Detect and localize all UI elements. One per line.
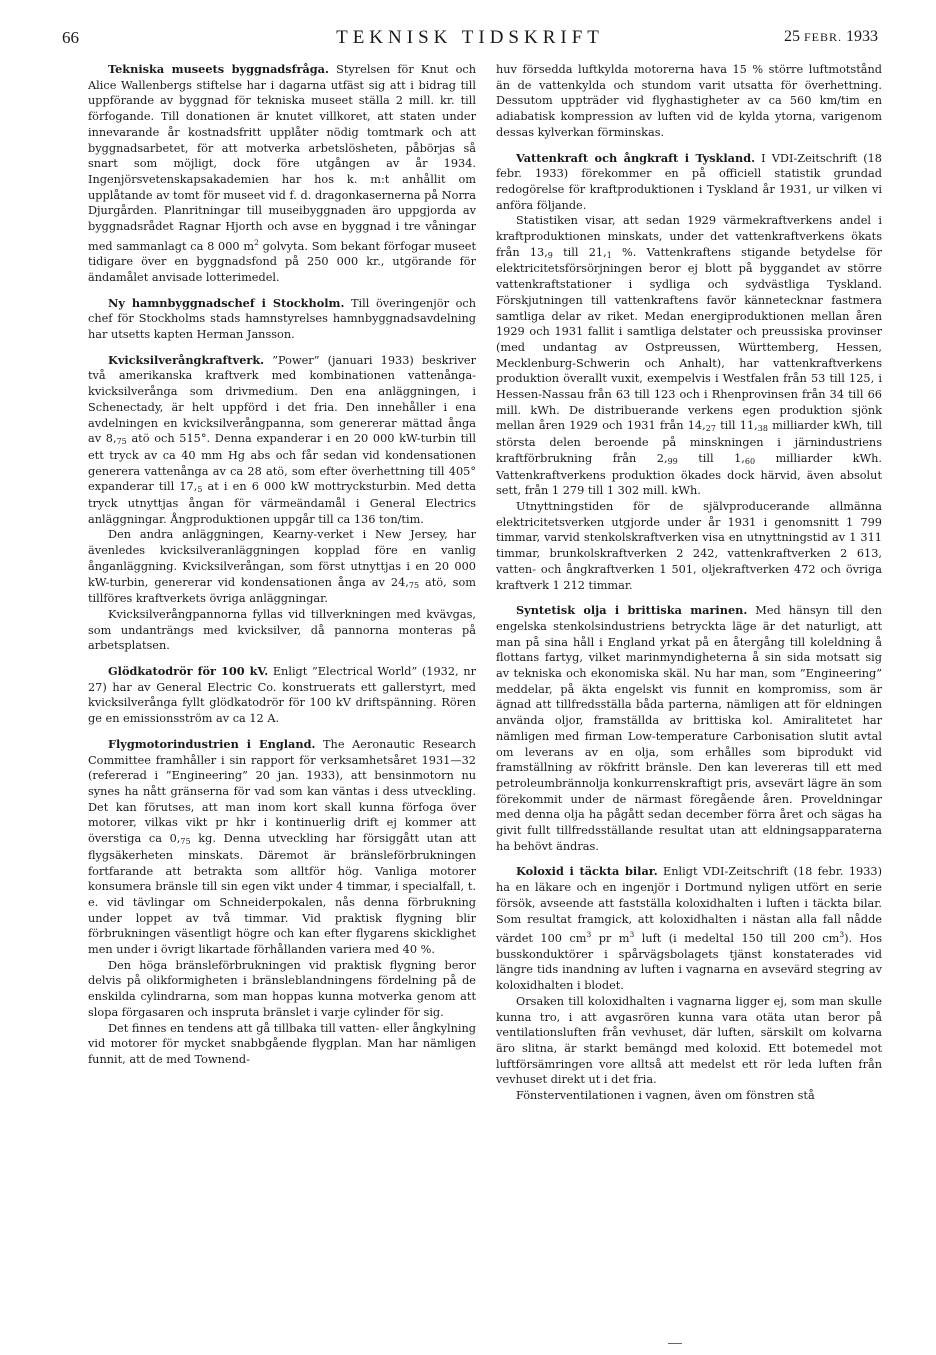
article-heading: Flygmotorindustrien i England.	[108, 736, 316, 751]
paragraph: Det finnes en tendens att gå tillbaka till vatten- eller ångkylning vid motorer för mycket snabbgående flygplan. Man har nämligen funnit, att de med Townend-	[88, 1021, 476, 1066]
journal-title: TEKNISK TIDSKRIFT	[336, 27, 604, 48]
article-harbour: Ny hamnbyggnadschef i Stockholm. Till överingenjör och chef för Stockholms stads hamnstyrelses hamnbyggnadsavdelning har utsetts kapten Herman Jansson.	[88, 295, 476, 342]
paragraph: Den höga bränsleförbrukningen vid praktisk flygning beror delvis på olikformigheten i bränsleblandningens fördelning på de enskilda cylindrarna, som man hoppas kunna motverka genom att slopa förgasaren och inspruta bränslet i varje cylinder för sig.	[88, 958, 476, 1019]
article-heading: Ny hamnbyggnadschef i Stockholm.	[108, 295, 345, 310]
article-mercury: Kvicksilverångkraftverk. ”Power” (januari 1933) beskriver två amerikanska kraftverk med kombinationen vattenånga-kvicksilverånga som drivmedium. Den ena anläggningen, i Schenectady, är helt uppförd i det fria. Den innehåller i ena avdelningen en kvicksilverångpanna, som genererar mättad ånga av $8,_{75}$ atö och 515°. Denna expanderar i en 20 000 kW-turbin till ett tryck av ca 40 mm Hg abs och får sedan vid kondensationen generera vattenånga av ca 28 atö, som efter överhettning till 405° expanderar till $17,_5$ at i en 6 000 kW mottrycksturbin. Med detta tryck utnyttjas ångan för värmeändamål i General Electrics anläggningar. Ångproduktionen uppgår till ca 136 ton/tim.	[88, 352, 476, 526]
article-heading: Tekniska museets byggnadsfråga.	[108, 62, 329, 76]
paragraph: Statistiken visar, att sedan 1929 värmekraftverkens andel i kraftproduktionen minskats, under det vattenkraftverkens ökats från $13,_9$ till $21,_1$ %. Vattenkraftens stigande betydelse för elektricitetsförsörjningen beror ej blott på byggandet av större vattenkraftstationer i sydliga och sydvästliga Tyskland. Förskjutningen till vattenkraftens favör kännetecknar fastmera samtliga delar av riket. Medan energiproduktionen mellan åren 1929 och 1931 fallit i samtliga delstater och preussiska provinser (med undantag av Ostpreussen, Württemberg, Hessen, Mecklenburg-Schwerin och Anhalt), har vattenkraftverkens produktion överallt vuxit, exempelvis i Westfalen från 53 till 125, i Hessen-Nassau från 63 till 123 och i Rhenprovinsen från 34 till 66 mill. kWh. De distribuerande verkens egen produktion sjönk mellan åren 1929 och 1931 från $14,_{27}$ till $11,_{38}$ milliarder kWh, till största delen beroende på minskningen i järnindustriens kraftförbrukning från $2,_{99}$ till $1,_{60}$ milliarder kWh. Vattenkraftverkens produktion ökades dock härvid, även absolut sett, från 1 279 till 1 302 mill. kWh.	[496, 214, 883, 498]
article-co: Koloxid i täckta bilar. Enligt VDI-Zeitschrift (18 febr. 1933) ha en läkare och en ingenjör i Dortmund nyligen utfört en serie försök, avseende att fastställa koloxidhalten i luften i täckta bilar. Som resultat framgick, att koloxidhalten i nästan alla fall nådde värdet 100 $cm^3$ pr $m^3$ luft (i medeltal 150 till 200 $cm^3$). Hos busskonduktörer i spårvägsbolagets tjänst konstaterades vid längre tids inandning av luften i vagnarna en avsevärd stegring av koloxidhalten i blodet.	[496, 864, 883, 993]
issue-year: 1933	[846, 28, 878, 45]
article-oil: Syntetisk olja i brittiska marinen. Med hänsyn till den engelska stenkolsindustriens betryckta läge är det naturligt, att man på sina håll i England yrkat på en återgång till koleldning å flottans fartyg, vilket marinmyndigheterna å sin sida motsatt sig av tekniska och ekonomiska skäl. Nu har man, som ”Engineering” meddelar, på äkta engelskt vis funnit en kompromiss, som är ägnad att tillfredsställa båda parterna, nämligen att för eldningen använda oljor, framställda av brittiska kol. Amiralitetet har nämligen med firman Low-temperature Carbonisation slutit avtal om leverans av en olja, som erhålles som biprodukt vid framställning av rökfritt bränsle. Den kan levereras till ett med petroleumbrännolja konkurrenskraftigt pris, avsevärt lägre än som förekommit under de närmast föregående åren. Proveldningar med denna olja ha pågått sedan december förra året och sägas ha givit fullt tillfredsställande resultat utan att eldningsapparaterna ha behövt ändras.	[496, 603, 882, 853]
paragraph: Orsaken till koloxidhalten i vagnarna ligger ej, som man skulle kunna tro, i att avgasrören kunna vara otäta utan beror på ventilationsluften från vevhuset, där luften, särskilt om kolvarna äro slitna, är starkt bemängd med koloxid. Ett botemedel mot luftförsämringen vore alltså att medelst ett rör leda luften från vevhuset direkt ut i det fria.	[496, 994, 882, 1087]
issue-month: FEBR.	[803, 30, 842, 44]
issue-day: 25	[783, 28, 800, 45]
article-aero-continued: huv försedda luftkylda motorerna hava 15 % större luftmotstånd än de vattenkylda och stundom varit utsatta för överhettning. Dessutom uppträder vid flyghastigheter av ca 560 km/tim en adiabatisk kompression av luften vid de kylda ytorna, varigenom dessas kylverkan förminskas.	[496, 63, 882, 139]
article-cathode: Glödkatodrör för 100 kV. Enligt ”Electrical World” (1932, nr 27) har av General Electric Co. konstruerats ett gallerstyrt, med kvicksilverånga fyllt glödkatodrör för 100 kV driftspänning. Rören ge en emissionsström av ca 12 A.	[88, 664, 476, 726]
paragraph: Kvicksilverångpannorna fyllas vid tillverkningen med kvävgas, som undanträngs med kvicksilver, då pannorna monteras på arbetsplatsen.	[88, 607, 476, 653]
page-rule	[668, 1343, 682, 1344]
article-heading: Vattenkraft och ångkraft i Tyskland.	[516, 150, 756, 165]
paragraph: Fönsterventilationen i vagnen, även om fönstren stå	[516, 1089, 815, 1103]
page-header	[62, 24, 878, 54]
issue-date	[784, 28, 878, 46]
paragraph: Utnyttningstiden för de självproducerande allmänna elektricitetsverken utgjorde under år 1931 i genomsnitt 1 799 timmar, varvid stenkolskraftverken visa en utnyttningstid av 1 311 timmar, brunkolskraftverken 2 242, vattenkraftverken 2 613, vatten- och ångkraftverken 1 501, oljekraftverken 472 och övriga kraftverk 1 212 timmar.	[496, 499, 882, 592]
article-heading: Kvicksilverångkraftverk.	[108, 352, 265, 367]
article-heading: Koloxid i täckta bilar.	[516, 864, 658, 879]
left-column	[88, 62, 476, 1315]
article-museum: Tekniska museets byggnadsfråga. Styrelsen för Knut och Alice Wallenbergs stiftelse har i dagarna utfäst sig att i bidrag till uppförande av byggnad för tekniska museet ställa 2 mill. kr. till förfogande. Till donationen är knutet villkoret, att staten under innevarande år kostnadsfritt upplåter nödig tomtmark och att byggnadsarbetet, för att motverka arbetslösheten, påbörjas så snart som möjligt, dock före utgången av år 1934. Ingenjörsvetenskapsakademien har hos k. m:t anhållit om upplåtande av tomt för museet vid f. d. dragonkasernerna på Norra Djurgården. Planritningar till museibyggnaden äro uppgjorda av byggnadsrådet Ragnar Hjorth och avse en byggnad i tre våningar med sammanlagt ca 8 000 $m^2$ golvyta. Som bekant förfogar museet tidigare över en byggnadsfond på 250 000 kr., utgörande för ändamålet anvisade lotterimedel.	[88, 62, 476, 284]
article-heading: Glödkatodrör för 100 kV.	[108, 664, 269, 679]
article-hydro: Vattenkraft och ångkraft i Tyskland. I VDI-Zeitschrift (18 febr. 1933) förekommer en på officiell statistik grundad redogörelse för kraftproduktionen i Tyskland år 1931, ur vilken vi anföra följande.	[496, 150, 882, 212]
paragraph: Den andra anläggningen, Kearny-verket i New Jersey, har ävenledes kvicksilveranläggningen kopplad före en vanlig ånganläggning. Kvicksilverångan, som först utnyttjas i en 20 000 kW-turbin, genererar vid kondensationen ånga av $24,_{75}$ atö, som tillföres kraftverkets övriga anläggningar.	[88, 528, 476, 606]
page-number: 66	[62, 28, 79, 47]
article-aero: Flygmotorindustrien i England. The Aeronautic Research Committee framhåller i sin rapport för verksamhetsåret 1931—32 (refererad i ”Engineering” 20 jan. 1933), att bensinmotorn nu synes ha nått gränserna för vad som kan väntas i dess utveckling. Det kan förutses, att man inom kort skall kunna förfoga över motorer, vilkas vikt pr hkr i kontinuerlig drift ej kommer att överstiga ca $0,_{75}$ kg. Denna utveckling har försiggått utan att flygsäkerheten minskats. Däremot är bränsleförbrukningen fortfarande att betrakta som alltför hög. Vanliga motorer konsumera bränsle till sin egen vikt under 4 timmar, i specialfall, t. e. vid tävlingar om Schneiderpokalen, nås denna förbrukning under loppet av två timmar. Vid praktisk flygning blir förbrukningen väsentligt högre och kan efter flygarens skicklighet men under i övrigt likartade förhållanden variera med 40 %.	[88, 736, 476, 957]
right-column	[496, 62, 882, 1315]
article-heading: Syntetisk olja i brittiska marinen.	[516, 603, 748, 618]
